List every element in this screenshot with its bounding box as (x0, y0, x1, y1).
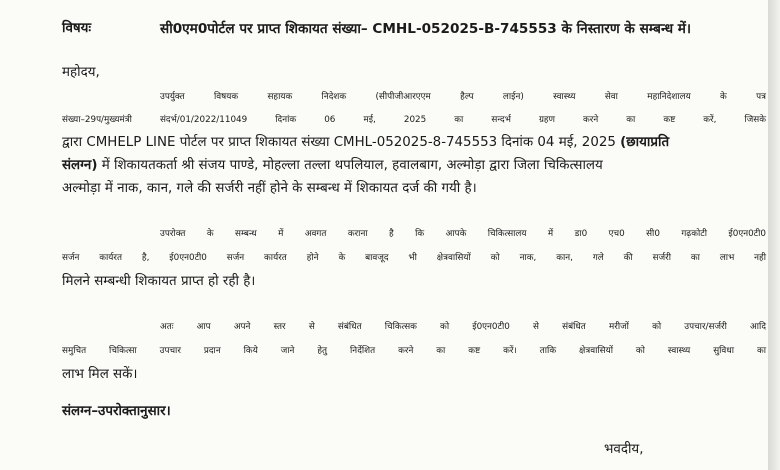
salutation: महोदय, (62, 65, 100, 80)
para2-line3: मिलने सम्बन्धी शिकायत प्राप्त हो रही है। (62, 274, 256, 289)
para1-line2: संख्या–29प/मुख्यमंत्री संदर्भ/01/2022/11049 दिनांक 06 मई, 2025 का सन्दर्भ ग्रहण करने का कष्ट करें, जिसके (62, 115, 766, 125)
para1-line3 (62, 134, 669, 152)
para1-line3-bold: (छायाप्रति (620, 135, 670, 150)
subject-label: विषयः (62, 21, 92, 36)
para1-line5: अल्मोड़ा में नाक, कान, गले की सर्जरी नहीं होने के सम्बन्ध में शिकायत दर्ज की गयी है। (62, 181, 477, 196)
closing-yours: भवदीय, (604, 442, 644, 457)
para1-line4 (62, 157, 603, 175)
para1-line4-bold: संलग्न) (62, 158, 98, 173)
page-edge-shadow (768, 0, 780, 470)
para2-line2: सर्जन कार्यरत है, ई0एन0टी0 सर्जन कार्यरत होने के बावजूद भी क्षेत्रवासियों को नाक, कान, गले की सर्जरी का लाभ नही (62, 253, 766, 263)
para1-line3-text: द्वारा CMHELP LINE पोर्टल पर प्राप्त शिकायत संख्या CMHL-052025-8-745553 दिनांक 04 मई, 2025 (62, 135, 616, 150)
para3-line3: लाभ मिल सकें। (62, 367, 138, 382)
para1-line4-text: में शिकायतकर्ता श्री संजय पाण्डे, मोहल्ला तल्ला थपलियाल, हवालबाग, अल्मोड़ा द्वारा जिला चिकित्सालय (101, 158, 603, 173)
enclosure-note: संलग्न–उपरोक्तानुसार। (62, 404, 171, 419)
para2-line1: उपरोक्त के सम्बन्ध में अवगत कराना है कि आपके चिकित्सालय में डा0 एच0 सी0 गढ़कोटी ई0एन0टी0 (160, 229, 766, 239)
subject-text: सी0एम0पोर्टल पर प्राप्त शिकायत संख्या– CMHL-052025-B-745553 के निस्तारण के सम्बन्ध में। (160, 21, 692, 37)
para3-line2: समुचित चिकित्सा उपचार प्रदान किये जाने हेतु निर्देशित करने का कष्ट करें। ताकि क्षेत्रवासियों को स्वास्थ्य सुविधा का (62, 346, 766, 356)
para3-line1: अतः आप अपने स्तर से संबंधित चिकित्सक को ई0एन0टी0 से संबंधित मरीजों को उपचार/सर्जरी आदि (160, 322, 766, 332)
para1-line1: उपर्युक्त विषयक सहायक निदेशक (सीपीजीआरएएम हैल्प लाईन) स्वास्थ्य सेवा महानिदेशालय के पत्र (160, 92, 766, 102)
